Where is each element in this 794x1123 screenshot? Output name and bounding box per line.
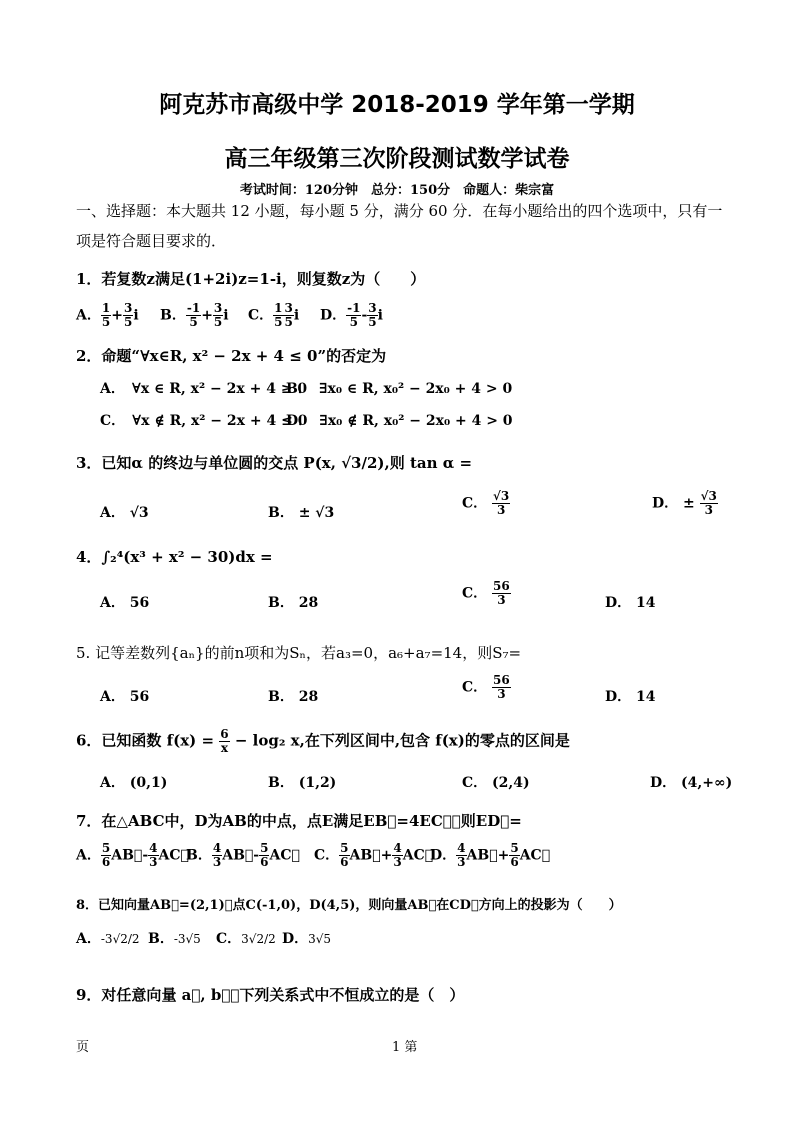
math-text: AC⃗ <box>519 847 551 864</box>
fraction: $\frac{4}{3}$ <box>393 841 402 869</box>
math-text: + <box>111 307 123 324</box>
option-value: -3√5 <box>173 932 201 946</box>
math-text: AB⃗+ <box>466 847 510 864</box>
option-label: B． <box>160 307 186 324</box>
option-label: A． <box>76 931 101 947</box>
fraction: $\frac{-1}{5}$ <box>186 301 201 329</box>
fraction: $\frac{56}{3}$ <box>493 579 510 607</box>
fraction: $\frac{5}{6}$ <box>510 841 519 869</box>
option-label: C． <box>314 847 340 864</box>
option-value: 3√5 <box>308 932 332 946</box>
question-7-option-c <box>314 842 433 869</box>
question-2-option-c: C． ∀x ∉ R, x² − 2x + 4 ≤ 0 <box>100 413 308 429</box>
question-1-option-d <box>320 302 383 329</box>
fraction: $\frac{-1}{5}$ <box>347 301 361 329</box>
fraction: $\frac{1}{5}$ <box>101 301 111 329</box>
fraction: $\frac{3}{5}$ <box>368 301 377 329</box>
fraction: $\frac{5}{6}$ <box>101 841 111 869</box>
fraction: $\frac{5}{6}$ <box>340 841 349 869</box>
question-6-option-d: D． (4,+∞) <box>650 775 733 791</box>
math-text: i <box>133 307 139 324</box>
question-1-option-a <box>76 302 139 329</box>
question-4-option-c <box>462 580 511 607</box>
exam-title: 阿克苏市高级中学 2018-2019 学年第一学期 <box>159 92 635 118</box>
fraction: $\frac{1}{5}$ <box>274 301 283 329</box>
question-5-option-b: B． 28 <box>268 689 319 705</box>
fraction: $\frac{3}{5}$ <box>123 301 133 329</box>
question-4-option-c-label: C． <box>462 585 488 602</box>
footer-left: 页 <box>76 1040 90 1055</box>
question-5-stem: 5. 记等差数列{aₙ}的前n项和为Sₙ，若a₃=0，a₆+a₇=14，则S₇= <box>76 644 522 662</box>
math-text: AC⃗ <box>269 847 300 864</box>
math-text: i <box>377 307 383 324</box>
fraction: $\frac{4}{3}$ <box>212 841 222 869</box>
question-3-option-a: A． √3 <box>100 505 149 521</box>
option-label: D． <box>282 931 309 947</box>
question-9-stem: 9．对任意向量 a⃗, b⃗，下列关系式中不恒成立的是（ ） <box>76 986 465 1004</box>
question-7-stem: 7．在△ABC中，D为AB的中点，点E满足EB⃗=4EC⃗，则ED⃗= <box>76 812 522 830</box>
option-label: A． <box>76 307 101 324</box>
math-text: i <box>293 307 300 324</box>
fraction: $\frac{4}{3}$ <box>149 841 158 869</box>
question-6-option-b: B． (1,2) <box>268 775 337 791</box>
question-8-option-b <box>148 928 201 948</box>
question-8-option-c <box>216 928 276 948</box>
math-text: AB⃗- <box>222 847 260 864</box>
question-6-option-a: A． (0,1) <box>100 775 168 791</box>
question-6-stem-pre: 6．已知函数 f(x) = <box>76 731 215 750</box>
math-text: + <box>201 307 213 324</box>
exam-subtitle: 高三年级第三次阶段测试数学试卷 <box>224 146 570 172</box>
question-6-option-c: C． (2,4) <box>462 775 530 791</box>
question-6-stem <box>76 728 570 755</box>
fraction: $\frac{3}{5}$ <box>284 301 293 329</box>
fraction: $\frac{6}{x}$ <box>220 727 229 755</box>
fraction: $\frac{56}{3}$ <box>493 673 510 701</box>
question-2-option-b: B． ∃x₀ ∈ R, x₀² − 2x₀ + 4 > 0 <box>286 381 513 397</box>
question-8-option-d <box>282 928 331 948</box>
question-5-option-d: D． 14 <box>605 689 656 705</box>
fraction: $\frac{√3}{3}$ <box>700 489 717 517</box>
option-value: 3√2/2 <box>241 932 276 946</box>
option-label: C． <box>216 931 242 947</box>
question-4-stem: 4．∫₂⁴(x³ + x² − 30)dx = <box>76 548 273 566</box>
option-label: B． <box>148 931 174 947</box>
question-2-option-a: A． ∀x ∈ R, x² − 2x + 4 ≥ 0 <box>100 381 308 397</box>
exam-info: 考试时间：120分钟 总分：150分 命题人：柴宗富 <box>239 183 555 198</box>
question-4-option-a: A． 56 <box>100 595 150 611</box>
question-4-option-b: B． 28 <box>268 595 319 611</box>
question-7-option-b <box>186 842 300 869</box>
math-text: AB⃗- <box>111 847 149 864</box>
question-2-option-d: D． ∃x₀ ∉ R, x₀² − 2x₀ + 4 > 0 <box>286 413 513 429</box>
question-8-stem: 8．已知向量AB⃗=(2,1)，点C(-1,0)，D(4,5)，则向量AB⃗在CD⃗方向上的投影为（ ） <box>76 898 622 913</box>
question-7-option-a <box>76 842 189 869</box>
question-5-option-a: A． 56 <box>100 689 150 705</box>
question-7-option-d <box>430 842 550 869</box>
math-text: - <box>361 307 368 324</box>
question-1-option-b <box>160 302 229 329</box>
section-intro: 一、选择题：本大题共 12 小题，每小题 5 分，满分 60 分．在每小题给出的四个选项中，只有一项是符合题目要求的． <box>76 202 723 250</box>
question-6-stem-post: − log₂ x,在下列区间中,包含 f(x)的零点的区间是 <box>234 731 570 750</box>
option-label: B． <box>186 847 212 864</box>
fraction: $\frac{√3}{3}$ <box>493 489 510 517</box>
question-1-stem: 1．若复数z满足(1+2i)z=1-i，则复数z为（ ） <box>76 270 426 288</box>
question-5-option-c <box>462 674 511 701</box>
fraction: $\frac{4}{3}$ <box>457 841 466 869</box>
question-5-option-c-label: C． <box>462 679 488 696</box>
question-3-option-c <box>462 490 510 517</box>
question-4-option-d: D． 14 <box>605 595 656 611</box>
question-3-option-d <box>652 490 718 517</box>
math-text: i <box>223 307 229 324</box>
fraction: $\frac{5}{6}$ <box>260 841 269 869</box>
question-3-option-d-label: D． ± <box>652 495 695 512</box>
fraction: $\frac{3}{5}$ <box>213 301 223 329</box>
question-2-stem: 2．命题“∀x∈R, x² − 2x + 4 ≤ 0”的否定为 <box>76 347 387 365</box>
option-label: D． <box>320 307 347 324</box>
option-value: -3√2/2 <box>100 932 140 946</box>
option-label: A． <box>76 847 101 864</box>
math-text: AB⃗+ <box>349 847 393 864</box>
option-label: C． <box>248 307 274 324</box>
math-text: AC⃗ <box>402 847 434 864</box>
question-3-stem: 3．已知α 的终边与单位圆的交点 P(x, √3/2),则 tan α = <box>76 454 473 472</box>
question-3-option-c-label: C． <box>462 495 488 512</box>
question-3-option-b: B． ± √3 <box>268 505 335 521</box>
footer-page-number: 1 第 <box>392 1040 418 1055</box>
math-text: AC⃗ <box>158 847 189 864</box>
option-label: D． <box>430 847 457 864</box>
question-1-option-c <box>248 302 299 329</box>
question-8-option-a <box>76 928 140 948</box>
